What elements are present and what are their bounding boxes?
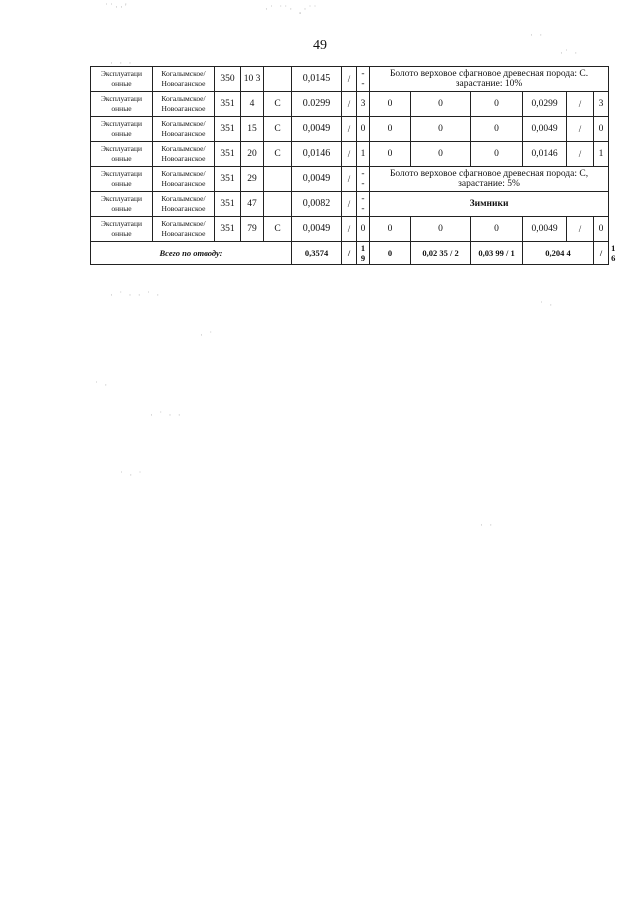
category-cell: Эксплуатаци онные [91,217,153,242]
total-value-count: 2 [454,248,459,258]
total-value: 0,03 99 [478,248,504,258]
area-count-cell: - - [357,67,370,92]
value-separator: / [567,217,594,242]
plot-cell: 4 [241,92,264,117]
field-cell: Когалымское/ Новоаганское [153,217,215,242]
area-count-cell: 3 [357,92,370,117]
field-cell: Когалымское/ Новоаганское [153,142,215,167]
total-value-separator: / [449,248,453,258]
value-count-cell: 3 [594,92,609,117]
area-count-cell: 0 [357,217,370,242]
total-value-cell [411,242,471,265]
quarter-cell: 350 [215,67,241,92]
total-value: 0,02 35 [422,248,448,258]
area-cell: 0,0049 [292,117,342,142]
value-cell: 0 [370,92,411,117]
mark-cell [264,67,292,92]
value-separator: / [567,117,594,142]
quarter-cell: 351 [215,117,241,142]
total-value-separator: / [505,248,509,258]
note-cell: Болото верховое сфагновое древесная порода: С. зарастание: 10% [370,67,609,92]
value-separator: / [567,142,594,167]
area-cell: 0,0082 [292,192,342,217]
value-cell: 0 [370,217,411,242]
note-cell: Зимники [370,192,609,217]
plot-cell: 79 [241,217,264,242]
value-cell: 0 [411,92,471,117]
area-separator: / [342,67,357,92]
value-cell: 0,0299 [523,92,567,117]
table-row [91,142,609,167]
value-cell: 0,0049 [523,117,567,142]
total-value-cell [471,242,523,265]
category-cell: Эксплуатаци онные [91,142,153,167]
note-cell: Болото верховое сфагновое древесная порода: С, зарастание: 5% [370,167,609,192]
value-cell: 0 [471,117,523,142]
table-row [91,192,609,217]
value-count-cell: 0 [594,217,609,242]
value-cell: 0 [370,142,411,167]
area-separator: / [342,192,357,217]
area-count-cell: - - [357,192,370,217]
plot-cell: 29 [241,167,264,192]
mark-cell: С [264,117,292,142]
total-label: Всего по отводу: [91,242,292,265]
area-cell: 0,0049 [292,167,342,192]
area-separator: / [342,167,357,192]
area-separator: / [342,92,357,117]
category-cell: Эксплуатаци онные [91,117,153,142]
area-separator: / [342,142,357,167]
total-area-separator: / [342,242,357,265]
quarter-cell: 351 [215,92,241,117]
value-count-cell: 1 [594,142,609,167]
mark-cell: С [264,217,292,242]
area-cell: 0,0049 [292,217,342,242]
plot-cell: 10 3 [241,67,264,92]
table-row [91,217,609,242]
category-cell: Эксплуатаци онные [91,67,153,92]
total-value-separator: / [594,242,609,265]
area-cell: 0,0145 [292,67,342,92]
value-separator: / [567,92,594,117]
total-area-count-cell: 1 9 [357,242,370,265]
quarter-cell: 351 [215,142,241,167]
value-cell: 0 [471,92,523,117]
mark-cell [264,167,292,192]
table-row [91,117,609,142]
category-cell: Эксплуатаци онные [91,192,153,217]
total-value-cell: 0 [370,242,411,265]
area-separator: / [342,117,357,142]
value-cell: 0 [411,142,471,167]
field-cell: Когалымское/ Новоаганское [153,117,215,142]
value-cell: 0,0146 [523,142,567,167]
table-row [91,167,609,192]
quarter-cell: 351 [215,167,241,192]
area-cell: 0.0299 [292,92,342,117]
mark-cell: С [264,92,292,117]
table-row [91,92,609,117]
field-cell: Когалымское/ Новоаганское [153,167,215,192]
value-count-cell: 0 [594,117,609,142]
quarter-cell: 351 [215,192,241,217]
field-cell: Когалымское/ Новоаганское [153,67,215,92]
area-count-cell: 0 [357,117,370,142]
area-count-cell: - - [357,167,370,192]
value-cell: 0,0049 [523,217,567,242]
total-row: Всего по отводу: 0,3574 / 1 9 0 0,02 35 / 2 0,03 99 / 1 0,204 4 / 1 6 [91,242,609,265]
mark-cell: С [264,142,292,167]
area-count-cell: 1 [357,142,370,167]
table-row [91,67,609,92]
plot-cell: 20 [241,142,264,167]
category-cell: Эксплуатаци онные [91,92,153,117]
category-cell: Эксплуатаци онные [91,167,153,192]
plot-cell: 47 [241,192,264,217]
page-number: 49 [313,38,327,53]
value-cell: 0 [471,217,523,242]
plot-cell: 15 [241,117,264,142]
field-cell: Когалымское/ Новоаганское [153,92,215,117]
area-separator: / [342,217,357,242]
total-value-count: 1 [510,248,515,258]
total-value-cell: 0,204 4 [523,242,594,265]
quarter-cell: 351 [215,217,241,242]
area-cell: 0,0146 [292,142,342,167]
value-cell: 0 [411,117,471,142]
total-area-cell: 0,3574 [292,242,342,265]
value-cell: 0 [411,217,471,242]
field-cell: Когалымское/ Новоаганское [153,192,215,217]
mark-cell [264,192,292,217]
land-plot-table [90,66,616,265]
value-cell: 0 [471,142,523,167]
value-cell: 0 [370,117,411,142]
